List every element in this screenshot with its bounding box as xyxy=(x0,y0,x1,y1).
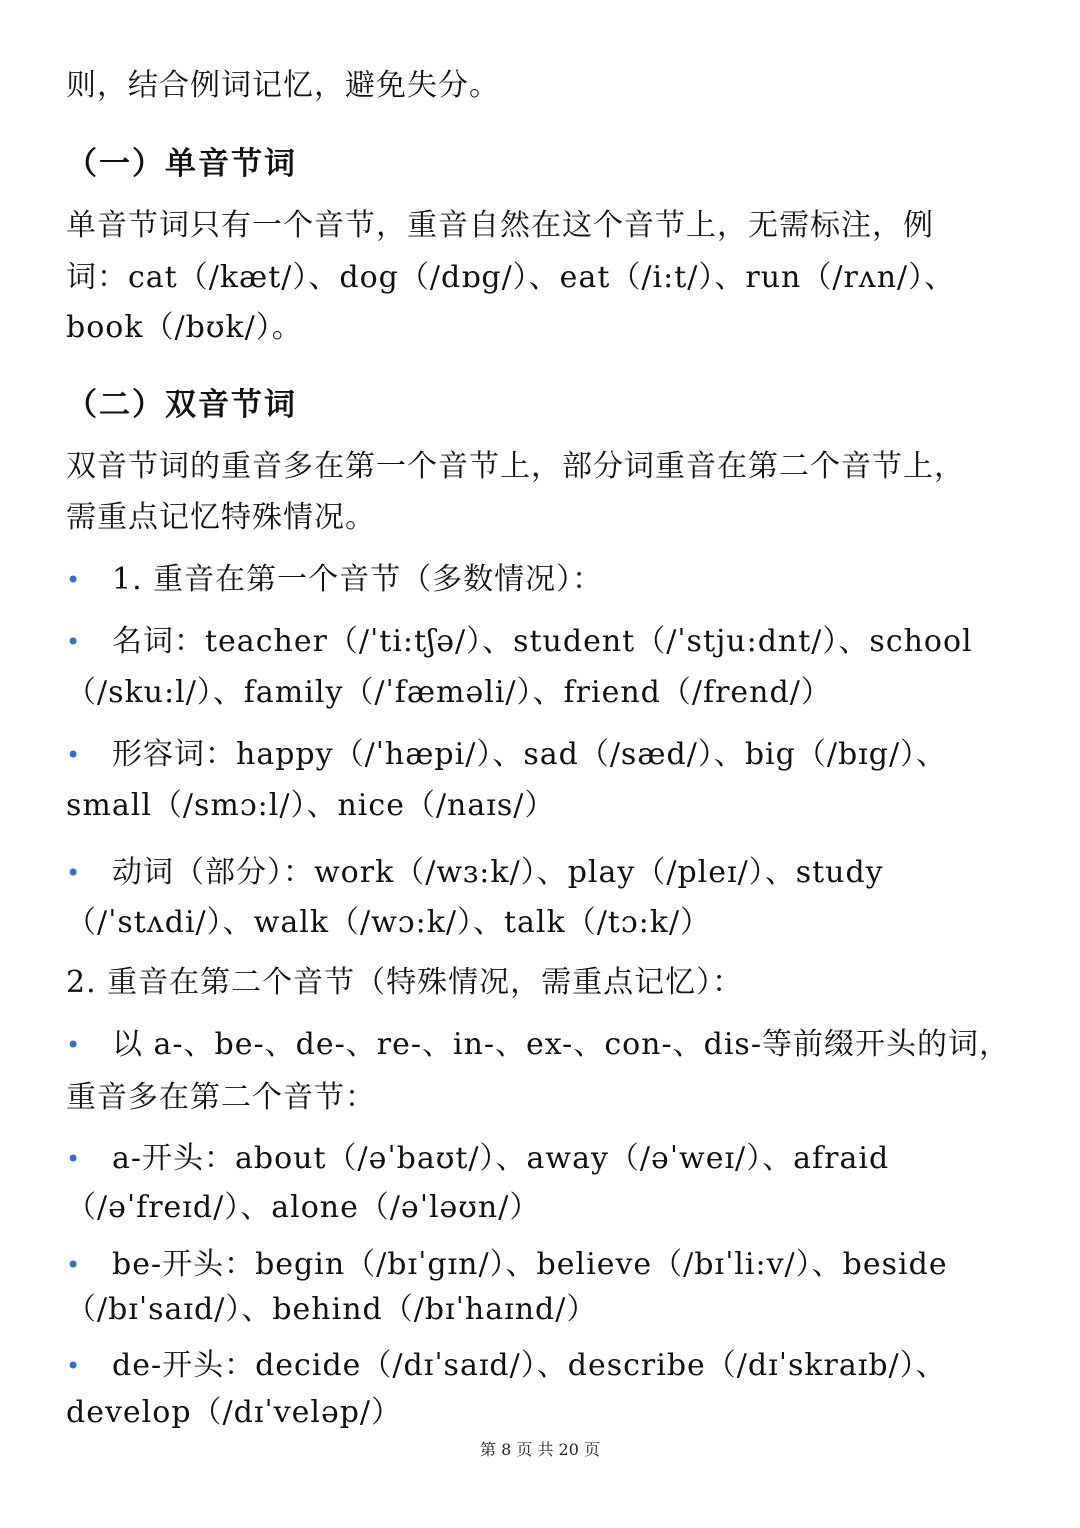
bullet-icon: • xyxy=(66,628,81,656)
list-item-continuation: （/əˈfreɪd/）、alone（/əˈləʊn/） xyxy=(66,1190,541,1225)
list-item-continuation: （/sku:l/）、family（/ˈfæməli/）、friend（/frend/） xyxy=(66,675,832,710)
list-item-first-syllable-title: 1. 重音在第一个音节（多数情况）： xyxy=(112,562,604,597)
list-item-continuation: （/bɪˈsaɪd/）、behind（/bɪˈhaɪnd/） xyxy=(66,1292,598,1327)
bullet-icon: • xyxy=(66,741,81,769)
list-item-adjectives: 形容词：happy（/ˈhæpi/）、sad（/sæd/）、big（/bɪg/）、 xyxy=(112,737,948,772)
list-item-be-prefix: be-开头：begin（/bɪˈgɪn/）、believe（/bɪˈli:v/）、beside xyxy=(112,1247,948,1282)
bullet-icon: • xyxy=(66,1031,81,1059)
list-item-continuation: （/ˈstʌdi/）、walk（/wɔ:k/）、talk（/tɔ:k/） xyxy=(66,905,712,940)
intro-tail: 则，结合例词记忆，避免失分。 xyxy=(66,68,500,103)
list-item-continuation: 重音多在第二个音节： xyxy=(66,1080,376,1115)
list-item-verbs: 动词（部分）：work（/wɜ:k/）、play（/pleɪ/）、study xyxy=(112,855,884,890)
section-heading-monosyllabic: （一）单音节词 xyxy=(66,146,297,182)
list-item-prefix-rule: 以 a-、be-、de-、re-、in-、ex-、con-、dis-等前缀开头的词， xyxy=(112,1027,1010,1062)
bullet-icon: • xyxy=(66,1251,81,1279)
section-heading-disyllabic: （二）双音节词 xyxy=(66,387,297,423)
list-item-continuation: develop（/dɪˈveləp/） xyxy=(66,1395,403,1430)
paragraph-line: 单音节词只有一个音节，重音自然在这个音节上，无需标注，例 xyxy=(66,208,934,243)
paragraph-line: 需重点记忆特殊情况。 xyxy=(66,500,376,535)
list-item-de-prefix: de-开头：decide（/dɪˈsaɪd/）、describe（/dɪˈskraɪb/）、 xyxy=(112,1348,947,1383)
bullet-icon: • xyxy=(66,1145,81,1173)
bullet-icon: • xyxy=(66,566,81,594)
bullet-icon: • xyxy=(66,859,81,887)
second-syllable-title: 2. 重音在第二个音节（特殊情况，需重点记忆）： xyxy=(66,965,744,1000)
list-item-a-prefix: a-开头：about（/əˈbaʊt/）、away（/əˈweɪ/）、afraid xyxy=(112,1141,890,1176)
page-footer: 第 8 页 共 20 页 xyxy=(480,1440,600,1459)
paragraph-line: book（/bʊk/）。 xyxy=(66,310,303,345)
paragraph-line: 词：cat（/kæt/）、dog（/dɒg/）、eat（/i:t/）、run（/rʌn/）、 xyxy=(66,260,956,295)
list-item-nouns: 名词：teacher（/ˈti:tʃə/）、student（/ˈstju:dnt/）、school xyxy=(112,624,973,659)
bullet-icon: • xyxy=(66,1352,81,1380)
list-item-continuation: small（/smɔ:l/）、nice（/naɪs/） xyxy=(66,788,556,823)
paragraph-line: 双音节词的重音多在第一个音节上，部分词重音在第二个音节上， xyxy=(66,449,965,484)
